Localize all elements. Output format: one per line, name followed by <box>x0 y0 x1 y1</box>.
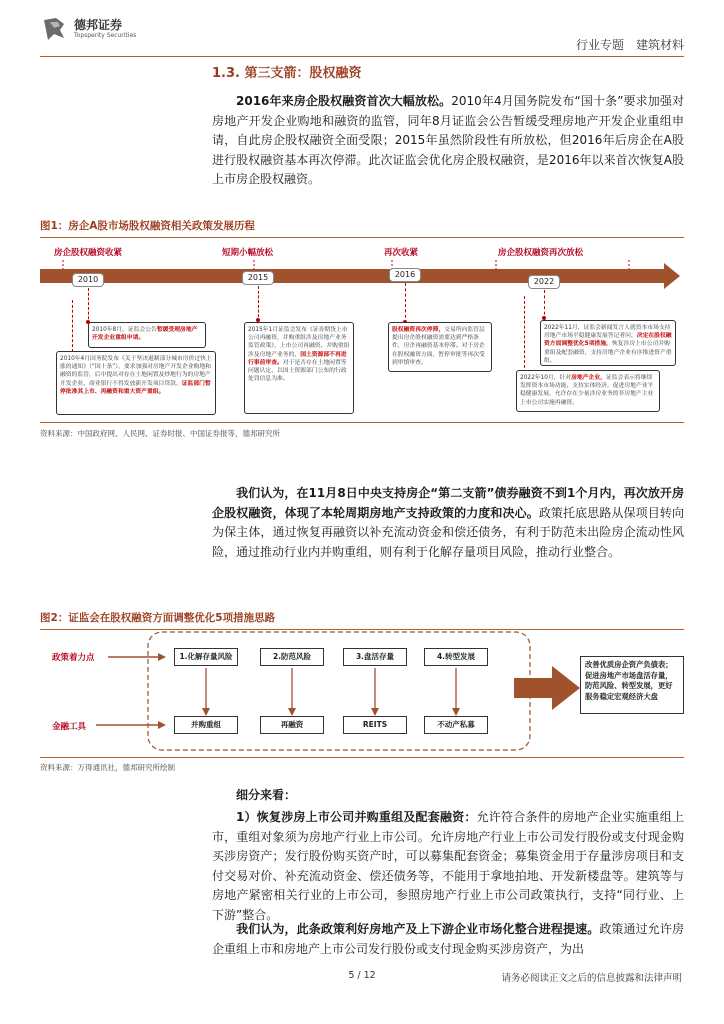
connector-line <box>258 286 259 322</box>
intro-paragraph <box>212 92 684 190</box>
logo-english-name: Topsperity Securities <box>74 31 137 39</box>
detail-item-1-title: 1）恢复涉房上市公司并购重组及配套融资： <box>236 810 477 824</box>
focus-row-label: 政策着力点 <box>52 653 95 663</box>
report-type: 行业专题 <box>575 38 624 52</box>
detail-item-1-text: 允许符合条件的房地产企业实施重组上市，重组对象须为房地产行业上市公司。允许房地产行业上市公司发行股份或支付现金购买涉房资产；发行股份购买资产时，可以募集配套资金；募集资金用于存量涉房项目和支付交易对价、补充流动资金、偿还债务等，不能用于拿地拍地、开发新楼盘等。建筑等与房地产紧密相关行业的上市公司，参照房地产行业上市公司政策执行，支持“同行业、上下游”整合。 <box>212 810 684 922</box>
event-box-2010-aug: 2010年8月，证监会公告暂缓受理房地产开发企业重组申请。 <box>88 322 206 348</box>
phase-label: 再次收紧 <box>384 248 419 258</box>
event-box-2022-nov: 2022年11月，证监会新闻发言人就资本市场支持房地产市场平稳健康发展答记者问，决定在股权融资方面调整优化5项措施，恢复涉房上市公司并购重组及配套融资，支持房地产企业有序推进资产重组。 <box>540 320 676 366</box>
intro-text: 2010年4月国务院发布“国十条”要求加强对房地产开发企业购地和融资的监管，同年8月证监会公告暂缓受理房地产开发企业重组申请，自此房企股权融资全面受限；2015年虽然阶段性有所放松，但2016年后房企在A股进行股权融资基本再次停滞。此次证监会优化房企股权融资，是2016年以来首次恢复A股上市房企股权融资。 <box>212 94 684 186</box>
detail-intro: 细分来看： <box>236 788 297 802</box>
tool-box: 再融资 <box>260 716 324 734</box>
intro-bold: 2016年来房企股权融资首次大幅放松。 <box>236 94 452 108</box>
connector-line <box>405 283 406 323</box>
conclusion-bold: 我们认为，此条政策利好房地产及上下游企业市场化整合进程提速。 <box>236 922 600 936</box>
connector-line <box>88 288 89 324</box>
focus-box: 1.化解存量风险 <box>174 648 238 666</box>
phase-label: 房企股权融资收紧 <box>54 248 123 258</box>
event-box-2010-apr: 2010年4月国务院发布《关于坚决遏制部分城市房价过快上涨的通知》（“国十条”），要求加强对房地产开发企业购地和融资的监管，后中提出对存在土地闲置及炒地行为的房地产开发企业，商业银行不得发放新开发项目贷款，证监部门暂停批准其上市、再融资和重大资产重组。 <box>56 351 216 415</box>
header-tags <box>576 36 684 53</box>
figure2-caption: 图2：证监会在股权融资方面调整优化5项措施思路 <box>40 610 684 630</box>
figure1-caption: 图1：房企A股市场股权融资相关政策发展历程 <box>40 218 684 238</box>
outcome-box: 改善优质房企资产负债表；促进房地产市场盘活存量，防范风险、转型发展，更好服务稳定宏观经济大盘 <box>580 656 684 714</box>
conclusion-paragraph <box>212 920 684 959</box>
event-box-2015: 2015年1月证监会发布《证券期货上市公司再融资，并购重组涉及房地产业务监管政策》，上市公司再融资、并购重组涉及房地产业务的，国土资源部不再进行事前审查。对于是否存在土地闲置等问题认定，以国土资源部门公布的行政处罚信息为准。 <box>244 322 354 414</box>
year-marker: 2010 <box>72 273 104 287</box>
section-title: 1.3. 第三支箭：股权融资 <box>212 66 362 81</box>
year-marker: 2022 <box>528 275 560 289</box>
header-divider <box>40 56 684 57</box>
footer-disclaimer: 请务必阅读正文之后的信息披露和法律声明 <box>501 973 682 984</box>
analysis-bold: 我们认为，在11月8日中央支持房企“第二支箭”债券融资不到1个月内，再次放开房企股权融资，体现了本轮周期房地产支持政策的力度和决心。 <box>212 486 684 520</box>
timeline-arrow <box>40 260 684 296</box>
industry-name: 建筑材料 <box>635 38 684 52</box>
focus-box: 4.转型发展 <box>424 648 488 666</box>
connector-line <box>524 296 525 368</box>
analysis-text: 政策托底思路从保项目转向为保主体，通过恢复再融资以补充流动资金和偿还债务，有利于防范未出险房企流动性风险，通过推动行业内并购重组，则有利于化解存量项目风险，推动行业整合。 <box>212 505 684 559</box>
tool-box: 不动产私募 <box>424 716 488 734</box>
phase-label: 房企股权融资再次放松 <box>498 248 584 258</box>
figure1-source: 资料来源：中国政府网、人民网、证券时报、中国证券报等，德邦研究所 <box>40 429 280 438</box>
tools-row-label: 金融工具 <box>52 722 87 732</box>
logo-mark-icon <box>40 16 68 42</box>
figure1-bottom-rule <box>40 422 684 423</box>
page-number: 5 / 12 <box>348 970 376 981</box>
figure2-source: 资料来源：万得通讯社，德邦研究所绘制 <box>40 763 175 772</box>
year-marker: 2016 <box>389 268 421 282</box>
company-logo <box>40 16 136 42</box>
detail-item-1 <box>212 808 684 925</box>
figure2-bottom-rule <box>40 757 684 758</box>
year-marker: 2015 <box>242 271 274 285</box>
phase-label: 短期小幅放松 <box>222 248 274 258</box>
analysis-paragraph <box>212 484 684 562</box>
conclusion-text: 政策通过允许房企重组上市和房地产上市公司发行股份或支付现金购买涉房资产，为出 <box>212 922 684 956</box>
connector-line <box>72 300 73 352</box>
tool-box: 并购重组 <box>174 716 238 734</box>
event-box-2016: 股权融资再次停滞，交易所向监管层提出房企股权融资需要达到严格条件，房企再融资基本停滞。对于房企在股权融资方面，暂停审批等再次受到审慎审查。 <box>388 322 492 372</box>
event-box-2022-oct: 2022年10月，针对房地产企业，证监会表示将继续发挥资本市场功能，支持实体经济，促进房地产业平稳健康发展，允许存在少量涉房业务的非房地产主业上市公司实施再融资。 <box>516 370 660 412</box>
focus-box: 2.防范风险 <box>260 648 324 666</box>
tool-box: REITS <box>343 716 407 734</box>
focus-box: 3.盘活存量 <box>343 648 407 666</box>
logo-name: 德邦证券 <box>74 17 123 32</box>
